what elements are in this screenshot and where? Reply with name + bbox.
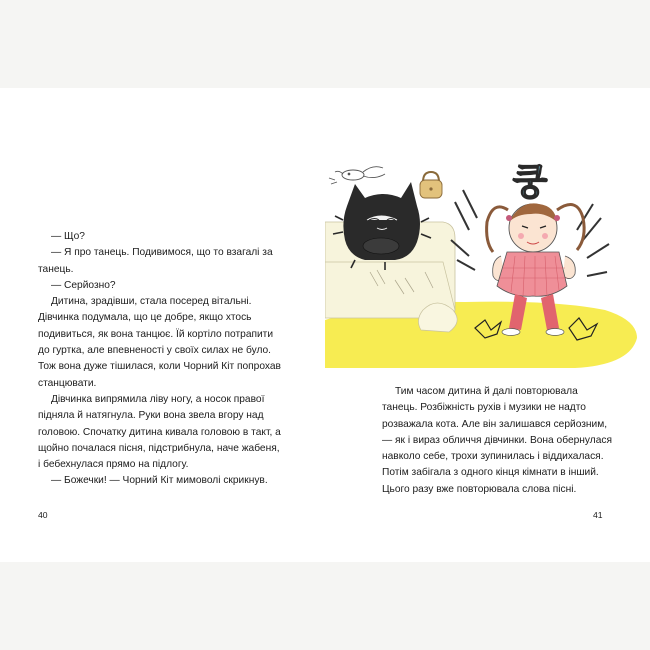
page-number-left: 40 [38,510,48,520]
left-page-text [38,229,284,490]
paragraph: — Божечки! — Чорний Кіт мимоволі скрикнув. [51,475,268,487]
right-page-text [382,384,616,498]
paragraph: Тим часом дитина й далі повторювала танець. Розбіжність рухів і музики не надто розважала кота. Але він залишався серйозним, — як і вираз обличчя дівчинки. Вона обернулася навколо себе, трохи зупинилась і віддихалася. Потім забігала з одного кінця кімнати в інший. Цього разу вже повторювала слова пісні. [382,386,612,495]
paragraph: — Що? [51,231,85,242]
right-page [325,88,650,562]
padlock-icon [420,172,442,198]
left-page [0,88,325,562]
sound-effect-text: 쿵 [512,162,548,203]
paragraph: — Серйозно? [51,279,116,291]
paragraph: — Я про танець. Подивимося, що то взагалі за танець. [38,247,273,275]
page-number-right: 41 [593,510,603,520]
illustration [325,160,637,370]
paragraph: Дівчинка випрямила ліву ногу, а носок правої підняла й натягнула. Руки вона звела вгору над головою. Спочатку дитина кивала головою в такт, а щойно почалася пісня, підстрибнула, наче жабеня, і бебехнулася прямо на підлогу. [38,393,281,471]
rabbit-doll-icon [329,167,385,184]
paragraph: Дитина, зрадівши, стала посеред вітальні. Дівчинка подумала, що це добре, якщо хтось подивиться, як вона танцює. Їй кортіло потрапити до гуртка, але впевненості у своїх силах не було. Тож вона дуже тішилася, коли Чорний Кіт попрохав станцювати. [38,296,281,389]
book-spread [0,88,650,562]
